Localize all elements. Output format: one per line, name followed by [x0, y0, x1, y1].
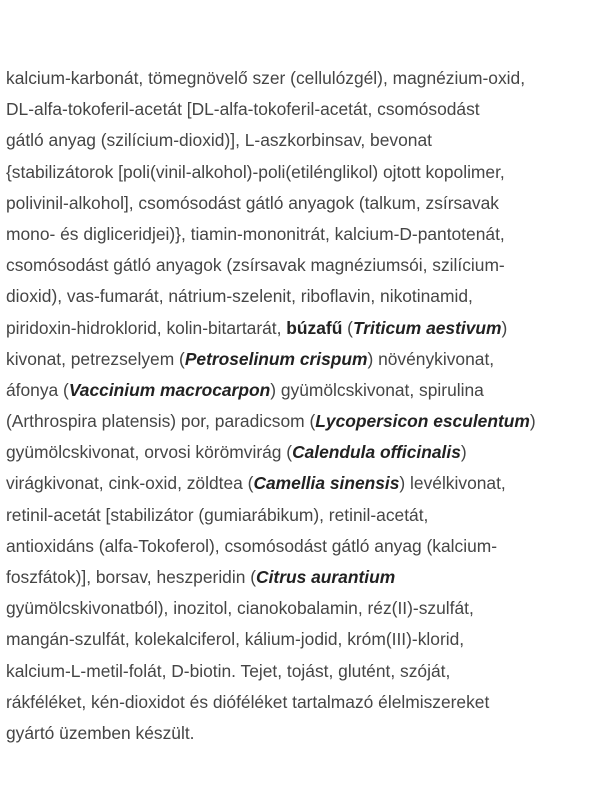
text-segment: virágkivonat, cink-oxid, zöldtea (	[6, 473, 254, 494]
text-line-15: retinil-acetát [stabilizátor (gumiarábikum), retinil-acetát,	[6, 504, 429, 525]
text-line-8: dioxid), vas-fumarát, nátrium-szelenit, riboflavin, nikotinamid,	[6, 286, 473, 307]
latin-species-name: Camellia sinensis	[253, 473, 400, 494]
text-line-12	[6, 406, 586, 437]
latin-species-name: Triticum aestivum	[352, 317, 502, 338]
text-line-16: antioxidáns (alfa-Tokoferol), csomósodást gátló anyag (kalcium-	[6, 535, 498, 556]
text-line-2: DL-alfa-tokoferil-acetát [DL-alfa-tokoferil-acetát, csomósodást	[6, 99, 480, 120]
text-segment: piridoxin-hidroklorid, kolin-bitartarát,	[6, 317, 287, 338]
text-line-1: kalcium-karbonát, tömegnövelő szer (cellulózgél), magnézium-oxid,	[6, 68, 526, 88]
text-segment: (Arthrospira platensis) por, paradicsom (	[6, 411, 316, 432]
bold-ingredient-name: búzafű	[286, 317, 343, 338]
text-line-22: gyártó üzemben készült.	[6, 722, 195, 743]
text-line-9	[6, 313, 586, 344]
text-line-11	[6, 375, 586, 406]
text-segment: )	[501, 317, 508, 338]
latin-species-name: Calendula officinalis	[292, 442, 461, 463]
text-line-17	[6, 562, 586, 593]
latin-species-name: Vaccinium macrocarpon	[68, 379, 271, 400]
text-segment: kivonat, petrezselyem (	[6, 348, 185, 369]
text-line-13	[6, 437, 586, 468]
text-line-20: kalcium-L-metil-folát, D-biotin. Tejet, tojást, glutént, szóját,	[6, 660, 451, 681]
text-segment: ) levélkivonat,	[399, 473, 506, 494]
text-segment: )	[529, 411, 536, 432]
text-segment: ) növénykivonat,	[367, 348, 495, 369]
latin-species-name: Petroselinum crispum	[184, 348, 368, 369]
text-line-19: mangán-szulfát, kolekalciferol, kálium-jodid, króm(III)-klorid,	[6, 629, 465, 650]
text-segment: gyümölcskivonat, orvosi körömvirág (	[6, 442, 293, 463]
text-segment: )	[460, 442, 467, 463]
text-line-21: rákféléket, kén-dioxidot és dióféléket tartalmazó élelmiszereket	[6, 691, 490, 712]
text-line-6: mono- és digliceridjei)}, tiamin-mononitrát, kalcium-D-pantotenát,	[6, 223, 505, 244]
text-line-5: polivinil-alkohol], csomósodást gátló anyagok (talkum, zsírsavak	[6, 192, 499, 213]
text-segment: (	[342, 317, 353, 338]
ingredients-text	[6, 63, 586, 749]
text-line-18: gyümölcskivonatból), inozitol, cianokobalamin, réz(II)-szulfát,	[6, 598, 474, 619]
text-line-10	[6, 344, 586, 375]
text-line-7: csomósodást gátló anyagok (zsírsavak magnéziumsói, szilícium-	[6, 255, 505, 276]
latin-species-name: Lycopersicon esculentum	[315, 411, 530, 432]
text-line-14	[6, 468, 586, 499]
text-segment: foszfátok)], borsav, heszperidin (	[6, 567, 257, 587]
text-segment: ) gyümölcskivonat, spirulina	[270, 379, 484, 400]
text-line-3: gátló anyag (szilícium-dioxid)], L-aszkorbinsav, bevonat	[6, 130, 432, 151]
text-line-4: {stabilizátorok [poli(vinil-alkohol)-poli(etilénglikol) ojtott kopolimer,	[6, 161, 505, 182]
text-segment: áfonya (	[6, 379, 69, 400]
latin-species-name: Citrus aurantium	[256, 567, 396, 587]
